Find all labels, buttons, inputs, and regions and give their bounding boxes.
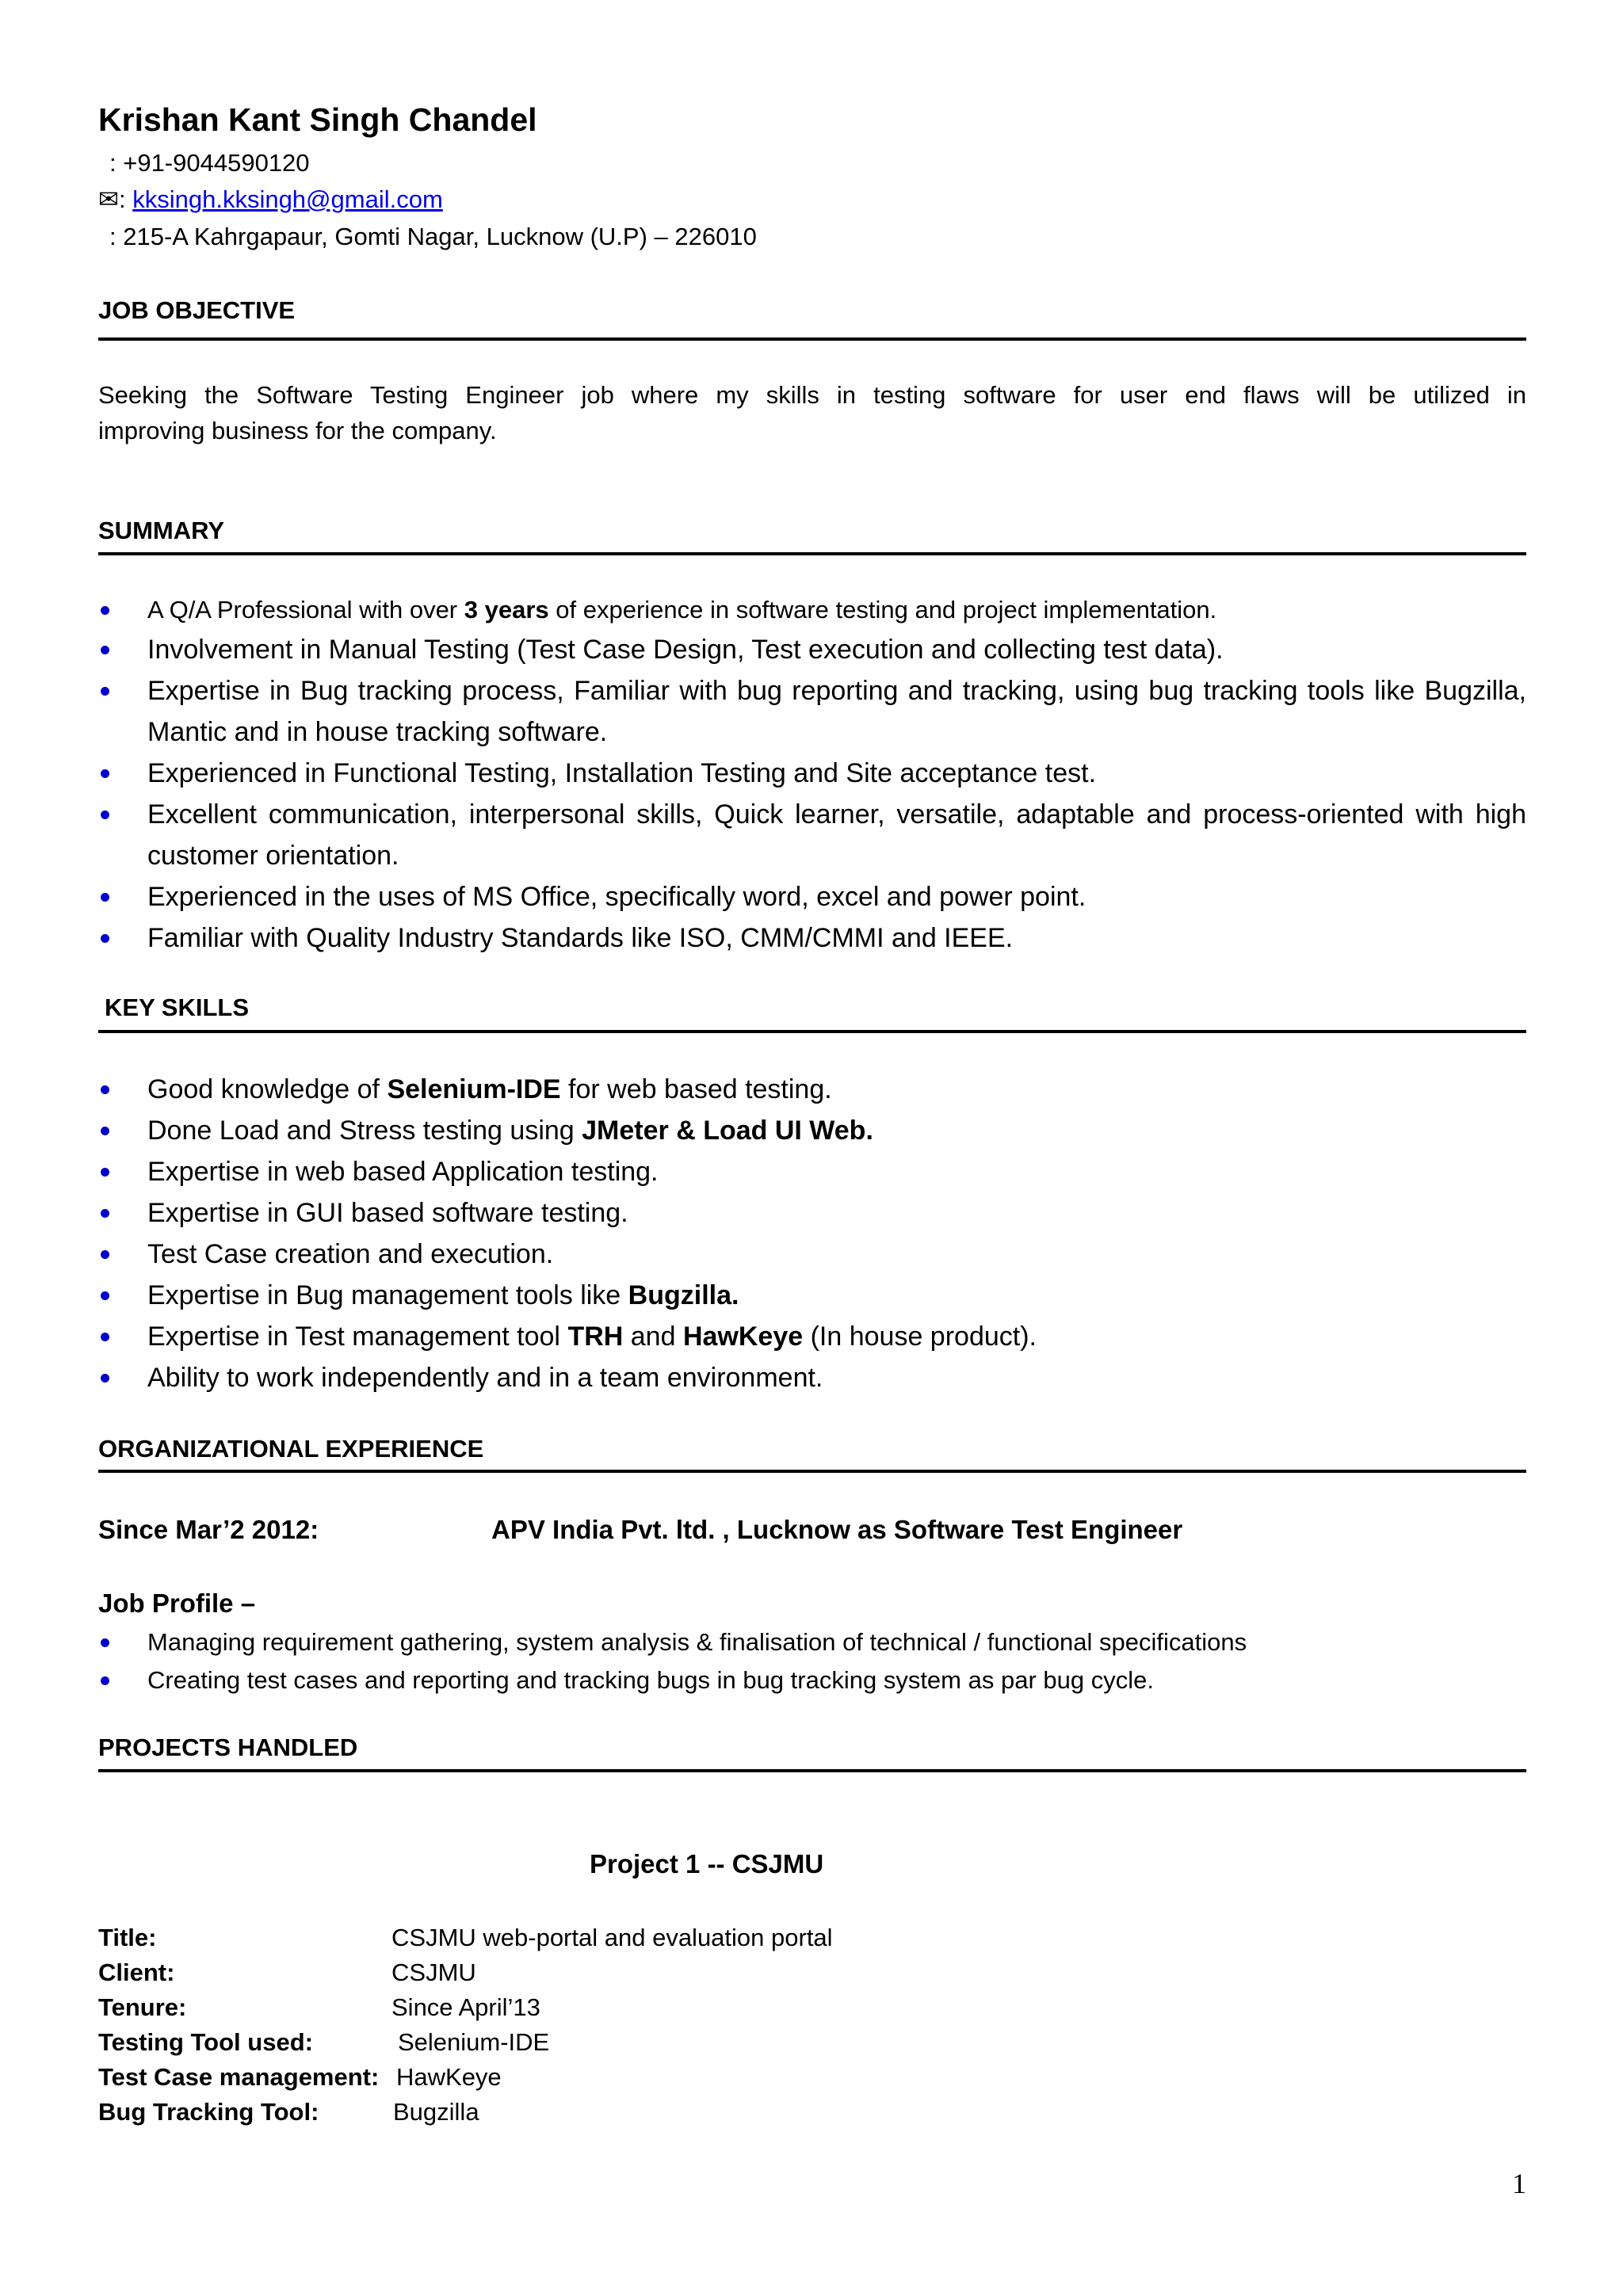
candidate-name: Krishan Kant Singh Chandel	[98, 101, 537, 138]
bullet-icon	[101, 1209, 109, 1218]
bullet-icon	[101, 934, 109, 943]
bullet-icon	[101, 1291, 109, 1300]
bullet-icon	[101, 1333, 109, 1341]
list-item: Expertise in Bug management tools like Bugzilla.	[98, 1275, 1526, 1316]
section-divider	[98, 1470, 1526, 1473]
list-item: Involvement in Manual Testing (Test Case Design, Test execution and collecting test data).	[98, 629, 1526, 670]
detail-value: Bugzilla	[393, 2098, 479, 2126]
section-divider	[98, 1769, 1526, 1772]
bullet-icon	[101, 1085, 109, 1094]
envelope-icon: ✉	[98, 185, 119, 213]
section-divider	[98, 338, 1526, 341]
bullet-icon	[101, 1250, 109, 1259]
job-objective-heading: JOB OBJECTIVE	[98, 296, 296, 324]
bullet-icon	[101, 1638, 109, 1647]
list-item: Ability to work independently and in a team environment.	[98, 1357, 1526, 1398]
bullet-icon	[101, 1374, 109, 1383]
job-profile-heading: Job Profile –	[98, 1589, 256, 1618]
phone-number: : +91-9044590120	[109, 149, 310, 177]
bullet-icon	[101, 646, 109, 654]
page-number: 1	[1512, 2168, 1526, 2199]
detail-label: Title:	[98, 1924, 157, 1951]
list-item: Expertise in Test management tool TRH and HawKeye (In house product).	[98, 1316, 1526, 1357]
detail-label: Client:	[98, 1958, 175, 1986]
detail-value: CSJMU	[391, 1958, 476, 1986]
list-item: Managing requirement gathering, system analysis & finalisation of technical / functional specifications	[98, 1623, 1526, 1661]
phone-line	[98, 149, 310, 177]
detail-value: Since April’13	[391, 1993, 540, 2021]
detail-value: Selenium-IDE	[398, 2028, 550, 2056]
bullet-icon	[101, 687, 109, 696]
email-prefix: :	[118, 185, 133, 213]
summary-list	[98, 591, 1526, 959]
bullet-icon	[101, 1127, 109, 1135]
list-item: Expertise in Bug tracking process, Familiar with bug reporting and tracking, using bug tracking tools like Bugzilla, Mantic and in house tracking software.	[98, 670, 1526, 753]
bullet-icon	[101, 1676, 109, 1685]
list-item: Familiar with Quality Industry Standards like ISO, CMM/CMMI and IEEE.	[98, 917, 1526, 959]
objective-line: improving business for the company.	[98, 417, 497, 444]
section-divider	[98, 552, 1526, 555]
bullet-icon	[101, 893, 109, 902]
list-item: Good knowledge of Selenium-IDE for web based testing.	[98, 1069, 1526, 1110]
list-item: A Q/A Professional with over 3 years of experience in software testing and project implementation.	[98, 591, 1526, 629]
key-skills-heading: KEY SKILLS	[105, 994, 250, 1021]
detail-value: CSJMU web-portal and evaluation portal	[391, 1924, 833, 1951]
experience-since: Since Mar’2 2012:	[98, 1515, 319, 1544]
job-profile-list	[98, 1623, 1526, 1699]
bullet-icon	[101, 1168, 109, 1177]
detail-value: HawKeye	[396, 2063, 502, 2091]
list-item: Done Load and Stress testing using JMeter & Load UI Web.	[98, 1110, 1526, 1151]
list-item: Test Case creation and execution.	[98, 1234, 1526, 1275]
detail-label: Test Case management:	[98, 2063, 380, 2091]
project-title: Project 1 -- CSJMU	[590, 1849, 824, 1878]
list-item: Expertise in GUI based software testing.	[98, 1192, 1526, 1234]
bullet-icon	[101, 769, 109, 778]
detail-label: Testing Tool used:	[98, 2028, 313, 2056]
email-link[interactable]: kksingh.kksingh@gmail.com	[132, 185, 443, 213]
bullet-icon	[101, 810, 109, 819]
experience-company: APV India Pvt. ltd. , Lucknow as Software Test Engineer	[491, 1515, 1183, 1544]
objective-line: Seeking the Software Testing Engineer job where my skills in testing software for user end flaws will be utilized in	[98, 381, 1526, 409]
list-item: Experienced in the uses of MS Office, specifically word, excel and power point.	[98, 876, 1526, 917]
section-divider	[98, 1030, 1526, 1033]
list-item: Excellent communication, interpersonal skills, Quick learner, versatile, adaptable and process-oriented with high customer orientation.	[98, 794, 1526, 876]
experience-heading: ORGANIZATIONAL EXPERIENCE	[98, 1435, 484, 1463]
detail-label: Bug Tracking Tool:	[98, 2098, 319, 2126]
key-skills-list	[98, 1069, 1526, 1398]
list-item: Creating test cases and reporting and tracking bugs in bug tracking system as par bug cycle.	[98, 1661, 1526, 1699]
detail-label: Tenure:	[98, 1993, 187, 2021]
summary-heading: SUMMARY	[98, 517, 225, 544]
bullet-icon	[101, 606, 109, 615]
list-item: Experienced in Functional Testing, Installation Testing and Site acceptance test.	[98, 753, 1526, 794]
job-objective-text	[98, 377, 1526, 448]
address-text: : 215-A Kahrgapaur, Gomti Nagar, Lucknow (U.P) – 226010	[109, 223, 757, 250]
address-line	[98, 223, 757, 251]
list-item: Expertise in web based Application testing.	[98, 1151, 1526, 1192]
email-line	[98, 185, 443, 214]
projects-heading: PROJECTS HANDLED	[98, 1733, 358, 1761]
